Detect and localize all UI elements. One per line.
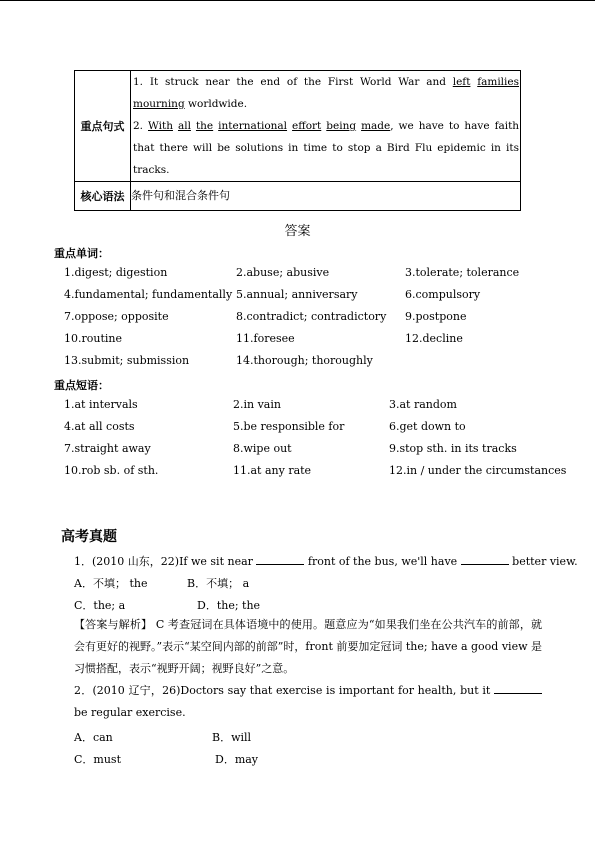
key-points-table [74,70,521,211]
word-answer-item: 13.submit; submission [64,354,190,367]
q2-option-b: B．will [212,731,252,744]
word-answer-item: 11.foresee [236,332,295,345]
key-sentences-content [131,71,521,182]
answer-blank [256,555,304,565]
phrase-answer-item: 1.at intervals [64,398,138,411]
q1-option-c: C．the; a [74,599,126,612]
q1-option-a: A．不填； the [74,577,148,590]
word-answer-item: 8.contradict; contradictory [236,310,387,323]
word-answer-item: 7.oppose; opposite [64,310,169,323]
answers-title: 答案 [284,224,311,239]
key-sentences-label: 重点句式 [75,71,131,182]
q2-option-a: A．can [74,731,113,744]
word-answer-item: 2.abuse; abusive [236,266,330,279]
q1-analysis: 【答案与解析】 C 考查冠词在具体语境中的使用。题意应为“如果我们坐在公共汽车的前部，就会有更好的视野。”表示“某空间内部的前部”时，front 前要加定冠词 the; have a good view 是习惯搭配，表示“视野开阔；视野良好”之意。 [74,618,542,675]
phrase-answer-item: 3.at random [389,398,457,411]
word-answer-item: 6.compulsory [405,288,481,301]
word-answer-item: 12.decline [405,332,463,345]
phrase-answer-item: 9.stop sth. in its tracks [389,442,517,455]
key-sentences-row [75,71,521,182]
phrase-answer-item: 8.wipe out [233,442,292,455]
phrases-heading: 重点短语： [54,379,109,392]
word-answer-item: 14.thorough; thoroughly [236,354,373,367]
phrase-answer-item: 12.in / under the circumstances [389,464,567,477]
key-sentence-1: 1. It struck near the end of the First World War and left families mourning worldwide. [133,76,519,110]
answer-blank [494,684,542,694]
core-grammar-label: 核心语法 [75,182,131,211]
q1-option-d: D．the; the [197,599,261,612]
word-answer-item: 5.annual; anniversary [236,288,358,301]
word-answer-item: 10.routine [64,332,122,345]
q1-option-b: B．不填； a [187,577,250,590]
question-2-stem: 2．(2010 辽宁，26)Doctors say that exercise is important for health, but it be regular exercise. [74,680,542,724]
core-grammar-content: 条件句和混合条件句 [131,182,521,211]
word-answer-item: 9.postpone [405,310,467,323]
q2-option-c: C．must [74,753,121,766]
word-answer-item: 4.fundamental; fundamentally [64,288,233,301]
phrase-answer-item: 6.get down to [389,420,466,433]
header-rule [0,0,595,1]
q2-option-d: D．may [215,753,259,766]
key-sentence-2: 2. With all the international effort being made, we have to have faith that there will be solutions in time to stop a Bird Flu epidemic in its tracks. [133,120,520,176]
phrase-answer-item: 7.straight away [64,442,151,455]
answer-blank [461,555,509,565]
phrase-answer-item: 5.be responsible for [233,420,345,433]
phrase-answer-item: 4.at all costs [64,420,135,433]
word-answer-item: 1.digest; digestion [64,266,168,279]
phrase-answer-item: 11.at any rate [233,464,312,477]
phrase-answer-item: 2.in vain [233,398,281,411]
question-1-stem: 1．(2010 山东，22)If we sit near front of the bus, we'll have better view. [74,555,578,568]
words-heading: 重点单词： [54,247,109,260]
core-grammar-row [75,182,521,211]
word-answer-item: 3.tolerate; tolerance [405,266,520,279]
gaokao-title: 高考真题 [61,529,117,545]
phrase-answer-item: 10.rob sb. of sth. [64,464,159,477]
